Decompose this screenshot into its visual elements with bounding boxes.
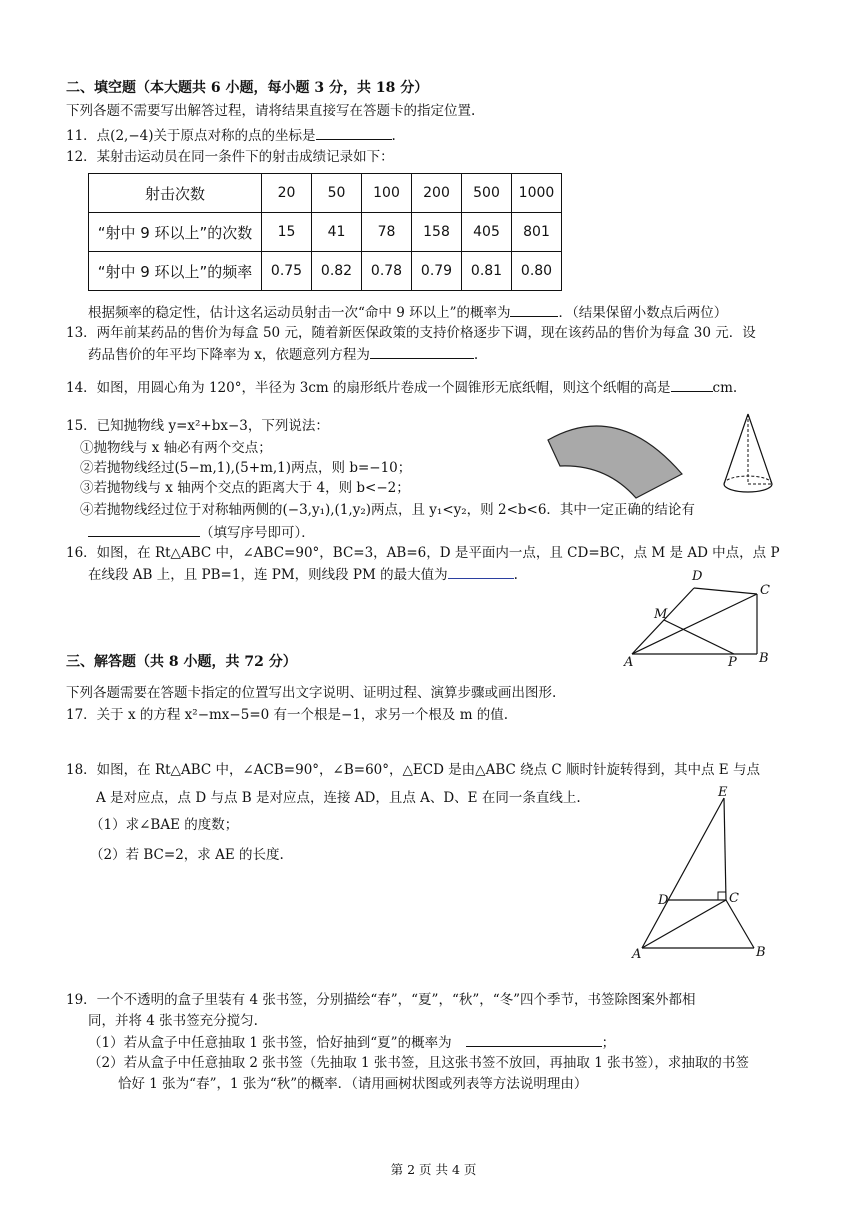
question-11: [66, 125, 396, 146]
section3-instruction: 下列各题需要在答题卡指定的位置写出文字说明、证明过程、演算步骤或画出图形.: [66, 685, 557, 701]
segment-CB: [726, 900, 754, 948]
question-15-tail: [88, 522, 315, 543]
q19-line1: 19．一个不透明的盒子里装有 4 张书签，分别描绘“春”，“夏”，“秋”，“冬”四个季节，书签除图案外都相: [66, 992, 696, 1008]
table-cell: 0.82: [312, 252, 362, 291]
q19-line2: 同，并将 4 张书签充分搅匀.: [88, 1013, 258, 1029]
table-cell: “射中 9 环以上”的次数: [89, 213, 262, 252]
q18-sub2: （2）若 BC=2，求 AE 的长度.: [90, 847, 284, 863]
cone-base-front: [724, 484, 772, 492]
q15-line1: 15．已知抛物线 y=x²+bx−3，下列说法：: [66, 418, 329, 434]
q12-follow-text: 根据频率的稳定性，估计这名运动员射击一次“命中 9 环以上”的概率为: [88, 305, 511, 321]
table-cell: 0.75: [262, 252, 312, 291]
figure-18: [630, 786, 780, 964]
q15-option-4: ④若抛物线经过位于对称轴两侧的(−3,y₁),(1,y₂)两点，且 y₁<y₂，则 2<b<6．其中一定正确的结论有: [80, 502, 695, 518]
table-cell: 20: [262, 174, 312, 213]
label-B: B: [756, 945, 766, 960]
q19-sub2-line1: （2）若从盒子中任意抽取 2 张书签（先抽取 1 张书签，且这张书签不放回，再抽取 1 张书签），求抽取的书签: [88, 1055, 749, 1071]
table-cell: 0.79: [412, 252, 462, 291]
shooting-table: [88, 173, 562, 291]
q17-text: 17．关于 x 的方程 x²−mx−5=0 有一个根是−1，求另一个根及 m 的值.: [66, 707, 509, 723]
label-A: A: [632, 947, 642, 962]
q11-answer-blank[interactable]: [316, 125, 392, 140]
q18-line1: 18．如图，在 Rt△ABC 中，∠ACB=90°，∠B=60°，△ECD 是由△ABC 绕点 C 顺时针旋转得到，其中点 E 与点: [66, 762, 760, 778]
label-E: E: [718, 785, 728, 800]
q15-option-3: ③若抛物线与 x 轴两个交点的距离大于 4，则 b<−2；: [80, 480, 410, 496]
paper-sector: [548, 426, 682, 498]
table-cell: 0.80: [512, 252, 562, 291]
label-B: B: [759, 651, 769, 666]
q16-end: .: [513, 567, 518, 583]
q14-unit: cm.: [712, 380, 738, 396]
table-cell: 801: [512, 213, 562, 252]
q15-option-1: ①抛物线与 x 轴必有两个交点；: [80, 440, 272, 456]
q18-line2: A 是对应点，点 D 与点 B 是对应点，连接 AD，且点 A、D、E 在同一条直线上.: [96, 790, 581, 806]
table-cell: “射中 9 环以上”的频率: [89, 252, 262, 291]
right-angle-mark: [718, 892, 726, 900]
label-D: D: [658, 893, 669, 908]
q14-answer-blank[interactable]: [671, 377, 713, 392]
table-cell: 200: [412, 174, 462, 213]
segment-AE: [642, 798, 724, 948]
q15-option-2: ②若抛物线经过(5−m,1),(5+m,1)两点，则 b=−10；: [80, 460, 412, 476]
q16-line2-text: 在线段 AB 上，且 PB=1，连 PM，则线段 PM 的最大值为: [88, 567, 448, 583]
table-cell: 78: [362, 213, 412, 252]
q13-end: .: [473, 347, 479, 363]
page-footer: 第 2 页 共 4 页: [390, 1162, 477, 1177]
table-cell: 500: [462, 174, 512, 213]
section2-instruction: 下列各题不需要写出解答过程，请将结果直接写在答题卡的指定位置.: [66, 103, 476, 119]
question-19-sub1: [88, 1032, 615, 1053]
table-cell: 405: [462, 213, 512, 252]
q14-text: 14．如图，用圆心角为 120°，半径为 3cm 的扇形纸片卷成一个圆锥形无底纸帽，则这个纸帽的高是: [66, 380, 671, 396]
table-cell: 100: [362, 174, 412, 213]
table-cell: 15: [262, 213, 312, 252]
q12-follow-note: ．（结果保留小数点后两位）: [558, 305, 728, 321]
q15-tail-text: （填写序号即可）．: [200, 525, 315, 541]
q12-followup: [88, 302, 727, 323]
q19-sub1-end: ；: [601, 1035, 616, 1051]
label-M: M: [654, 607, 668, 622]
q13-answer-blank[interactable]: [370, 344, 474, 359]
table-row: [89, 174, 562, 213]
figure-16: [622, 566, 772, 672]
q13-line1: 13．两年前某药品的售价为每盒 50 元，随着新医保政策的支持价格逐步下调，现在该药品的售价为每盒 30 元．设: [66, 325, 756, 341]
q13-line2-text: 药品售价的年平均下降率为 x，依题意列方程为: [88, 347, 370, 363]
table-row: [89, 213, 562, 252]
q11-end: .: [391, 128, 396, 144]
table-cell: 0.78: [362, 252, 412, 291]
label-C: C: [729, 891, 739, 906]
question-16-line2: [88, 564, 518, 585]
segment-EC: [724, 798, 726, 900]
label-P: P: [728, 655, 737, 670]
table-cell: 41: [312, 213, 362, 252]
sector-figure: [548, 408, 688, 502]
q12-answer-blank[interactable]: [510, 302, 558, 317]
table-row: [89, 252, 562, 291]
segment-AC: [632, 594, 757, 654]
cone-figure: [720, 412, 776, 498]
q16-line1: 16．如图，在 Rt△ABC 中，∠ABC=90°，BC=3，AB=6，D 是平面内一点，且 CD=BC，点 M 是 AD 中点，点 P: [66, 545, 780, 561]
q19-sub1-text: （1）若从盒子中任意抽取 1 张书签，恰好抽到“夏”的概率为: [88, 1035, 452, 1051]
question-13-line2: [88, 344, 478, 365]
segment-DC: [694, 588, 757, 594]
section2-title: 二、填空题（本大题共 6 小题，每小题 3 分，共 18 分）: [66, 80, 429, 96]
table-cell: 0.81: [462, 252, 512, 291]
label-A: A: [624, 655, 634, 670]
label-D: D: [692, 569, 703, 584]
q11-text: 11．点(2,−4)关于原点对称的点的坐标是: [66, 128, 316, 144]
segment-MP: [664, 620, 734, 654]
label-C: C: [760, 583, 770, 598]
q15-answer-blank[interactable]: [88, 522, 200, 537]
q19-sub2-line2: 恰好 1 张为“春”，1 张为“秋”的概率．（请用画树状图或列表等方法说明理由）: [118, 1076, 588, 1092]
section3-title: 三、解答题（共 8 小题，共 72 分）: [66, 654, 297, 670]
table-cell: 50: [312, 174, 362, 213]
table-cell: 1000: [512, 174, 562, 213]
q19-answer-blank[interactable]: [466, 1032, 602, 1047]
table-cell: 158: [412, 213, 462, 252]
q18-sub1: （1）求∠BAE 的度数；: [90, 817, 239, 833]
cone-side-right: [748, 414, 772, 484]
q16-answer-blank[interactable]: [448, 564, 514, 579]
cone-side-left: [724, 414, 748, 484]
q12-text: 12．某射击运动员在同一条件下的射击成绩记录如下：: [66, 149, 394, 165]
question-14: [66, 377, 737, 398]
table-cell: 射击次数: [89, 174, 262, 213]
